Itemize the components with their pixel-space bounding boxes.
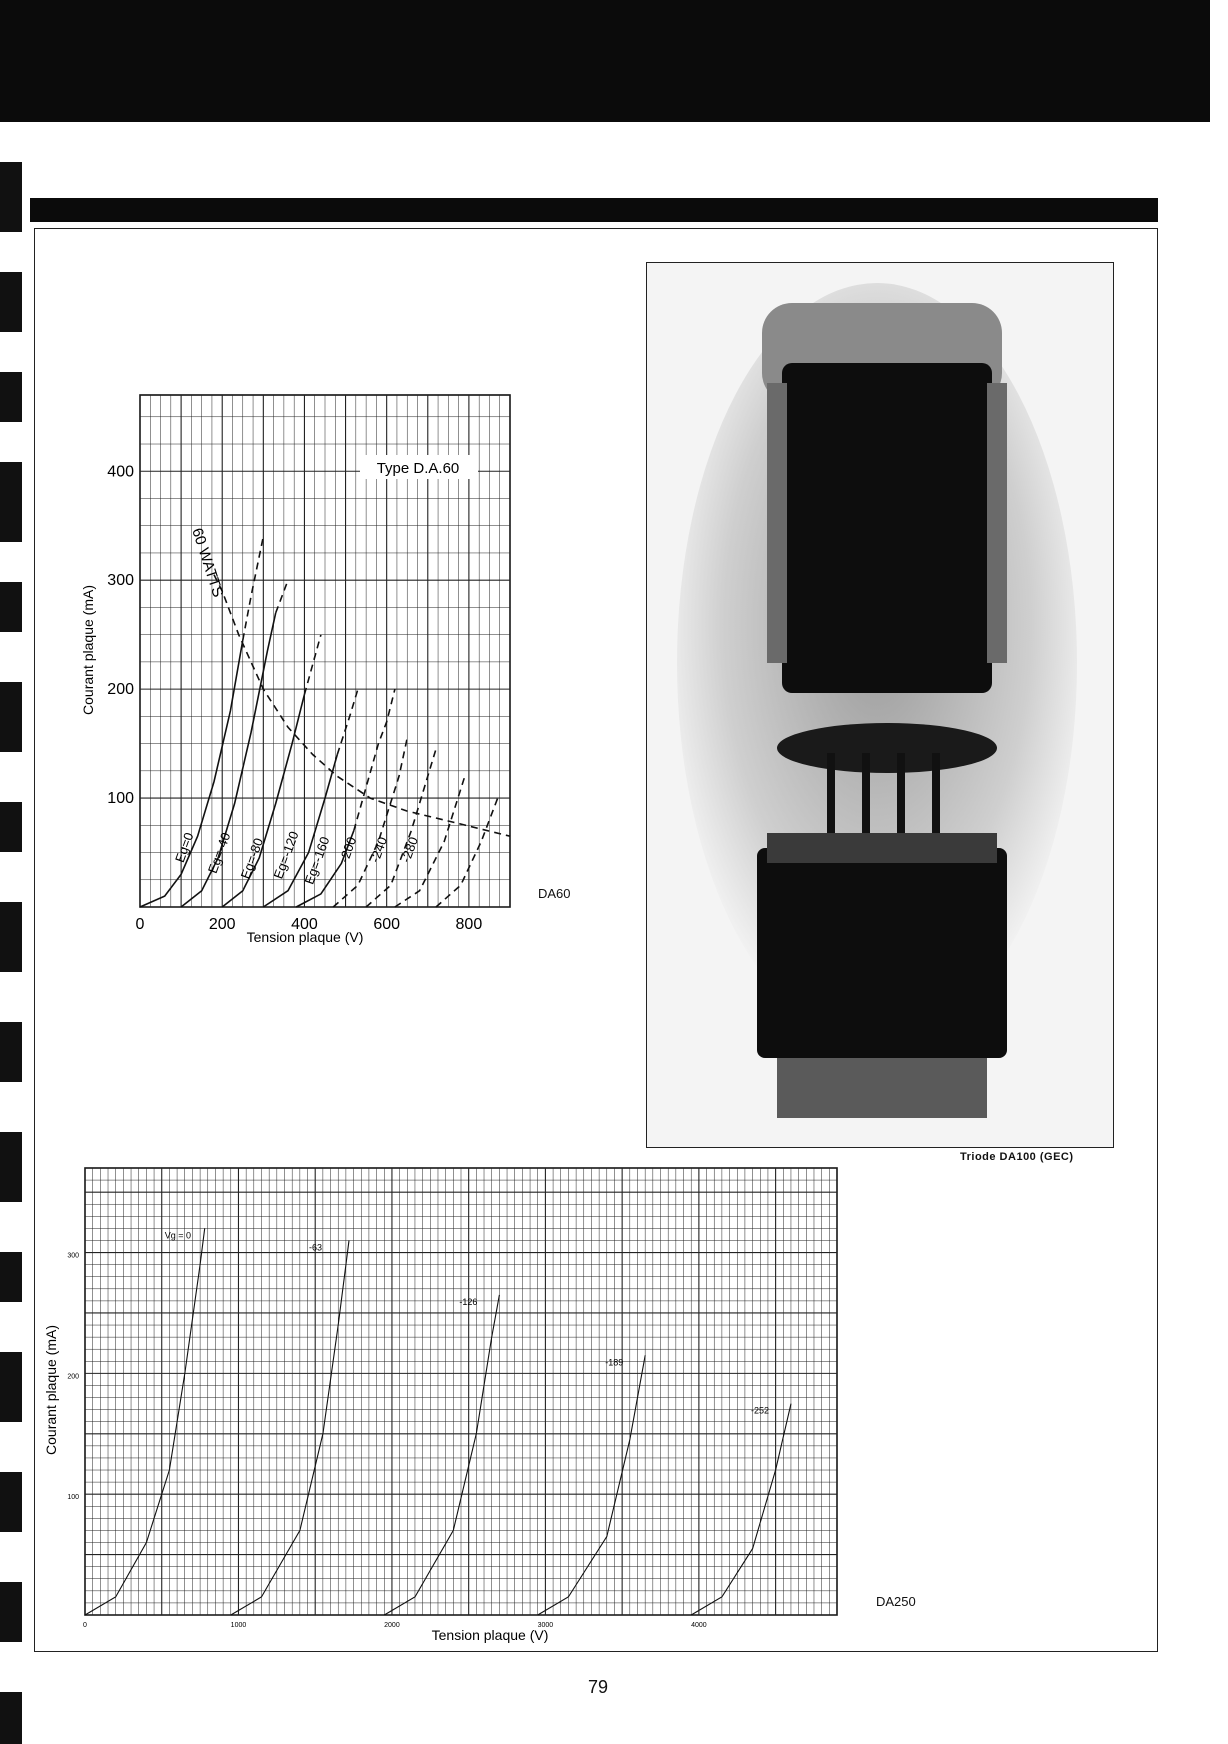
series-label: Vg = 0	[164, 1230, 191, 1241]
y-tick-label: 200	[67, 1373, 79, 1381]
photo-caption: Triode DA100 (GEC)	[960, 1151, 1074, 1163]
page-number: 79	[588, 1677, 609, 1697]
series-label: -252	[751, 1405, 770, 1416]
y-tick-label: 100	[67, 1494, 79, 1502]
series-label: -126	[459, 1296, 478, 1307]
series-line	[304, 635, 321, 695]
y-tick-label: 100	[107, 790, 134, 808]
chart-da250	[40, 1160, 860, 1650]
x-tick-label: 3000	[537, 1622, 554, 1629]
x-axis-label: Tension plaque (V)	[246, 929, 364, 945]
series-label: Eg=0	[171, 830, 197, 865]
series-label: -63	[309, 1242, 323, 1253]
series-label: Eg=-40	[204, 830, 234, 876]
curve-labels	[165, 1230, 769, 1415]
series-label: Eg=-160	[301, 834, 333, 887]
x-tick-label: 400	[291, 916, 318, 933]
y-axis-label: Courant plaque (mA)	[80, 585, 96, 715]
series-label: -240	[367, 834, 391, 865]
chart-tag-da250: DA250	[876, 1594, 916, 1609]
x-tick-label: 200	[208, 916, 236, 933]
x-axis-label: Tension plaque (V)	[431, 1627, 549, 1643]
series-line	[384, 1295, 499, 1615]
x-tick-label: 1000	[230, 1622, 247, 1629]
grid	[85, 1168, 837, 1615]
top-black-band	[0, 0, 1210, 122]
series-label: -280	[398, 834, 422, 865]
series-line	[214, 575, 510, 837]
y-tick-label: 400	[107, 463, 134, 481]
x-tick-label: 4000	[691, 1622, 707, 1629]
x-tick-label: 0	[135, 916, 145, 933]
tube-image	[647, 263, 1114, 1148]
series-line	[263, 755, 337, 908]
series-line	[181, 613, 276, 907]
x-tick-label: 2000	[384, 1622, 400, 1629]
series-line	[276, 580, 288, 613]
x-tick-label: 800	[455, 916, 483, 933]
x-tick-label: 600	[373, 916, 401, 933]
curve-label-watts: 60 WATTS	[188, 525, 227, 600]
header-rule	[30, 198, 1158, 222]
chart-annotation: Type D.A.60	[376, 460, 460, 477]
series-label: Eg=-80	[237, 835, 267, 881]
series-line	[337, 689, 358, 754]
chart-tag-da60: DA60	[538, 886, 571, 901]
chart-da60	[60, 380, 550, 960]
y-tick-label: 200	[107, 681, 134, 699]
y-axis-label: Courant plaque (mA)	[43, 1325, 59, 1455]
scan-edge-strip	[0, 122, 22, 1744]
series-label: -200	[336, 834, 360, 865]
y-tick-label: 300	[67, 1252, 79, 1260]
x-tick-label: 0	[83, 1622, 87, 1629]
series-label: -189	[605, 1357, 624, 1368]
curve-labels	[172, 829, 421, 886]
y-tick-labels	[67, 1253, 79, 1502]
series-line	[333, 738, 407, 907]
series-label: Eg=-120	[270, 829, 302, 881]
y-tick-label: 300	[107, 572, 134, 590]
series-line	[231, 1241, 349, 1616]
x-tick-labels	[83, 1622, 707, 1629]
tube-photo	[646, 262, 1114, 1148]
y-tick-labels	[107, 463, 134, 807]
